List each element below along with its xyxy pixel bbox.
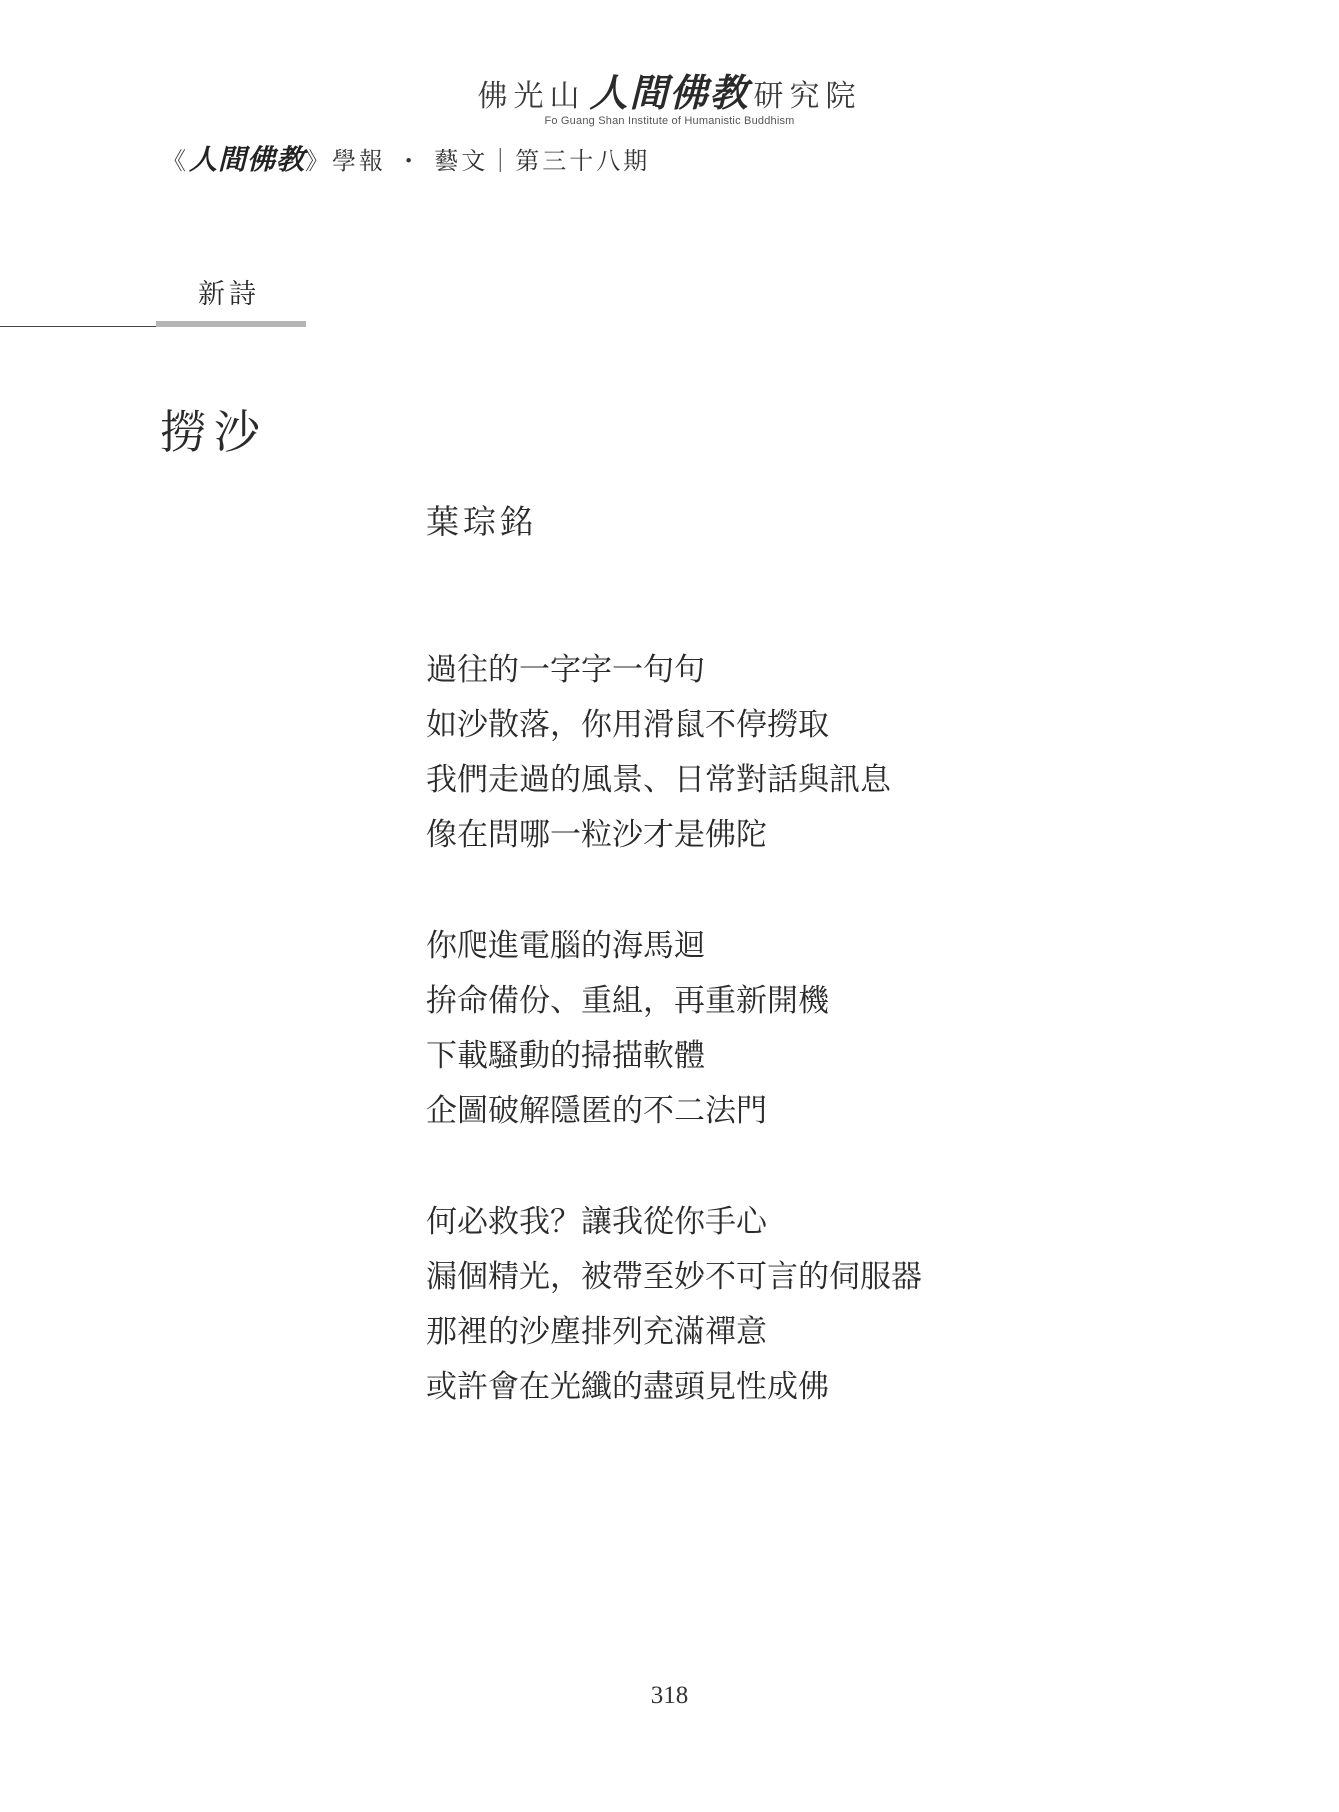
poem-line: 像在問哪一粒沙才是佛陀 xyxy=(426,817,767,853)
institute-title xyxy=(0,62,1339,117)
institute-english-name: Fo Guang Shan Institute of Humanistic Buddhism xyxy=(544,115,795,127)
poem-line: 過往的一字字一句句 xyxy=(426,652,705,688)
page-number: 318 xyxy=(650,1682,689,1709)
poem-author: 葉琮銘 xyxy=(426,502,537,541)
page-header xyxy=(0,62,1339,127)
poem-line: 企圖破解隱匿的不二法門 xyxy=(426,1093,767,1129)
poem-line: 何必救我？讓我從你手心 xyxy=(426,1204,767,1240)
stanza-2 xyxy=(426,919,829,1139)
journal-open-bracket: 《 xyxy=(162,147,189,175)
poem-line: 拚命備份、重組，再重新開機 xyxy=(426,983,829,1019)
poem-line: 那裡的沙塵排列充滿禪意 xyxy=(426,1314,767,1350)
journal-calligraphy: 人間佛教 xyxy=(189,143,306,176)
poem-line: 或許會在光纖的盡頭見性成佛 xyxy=(426,1369,829,1405)
poem-line: 你爬進電腦的海馬迴 xyxy=(426,928,705,964)
institute-prefix: 佛光山 xyxy=(477,79,586,114)
poem-line: 如沙散落，你用滑鼠不停撈取 xyxy=(426,707,829,743)
stanza-3 xyxy=(426,1195,922,1415)
journal-issue-text: 》學報 ・ 藝文｜第三十八期 xyxy=(305,147,651,175)
institute-suffix: 研究院 xyxy=(753,79,862,114)
poem-line: 下載騷動的掃描軟體 xyxy=(426,1038,705,1074)
poem-title: 撈沙 xyxy=(160,405,268,459)
institute-calligraphy: 人間佛教 xyxy=(589,71,750,115)
stanza-1 xyxy=(426,643,891,863)
section-underline-bar xyxy=(156,321,306,327)
section-label: 新詩 xyxy=(198,279,260,310)
journal-running-title xyxy=(162,138,650,178)
poem-line: 漏個精光，被帶至妙不可言的伺服器 xyxy=(426,1259,922,1295)
poem-line: 我們走過的風景、日常對話與訊息 xyxy=(426,762,891,798)
